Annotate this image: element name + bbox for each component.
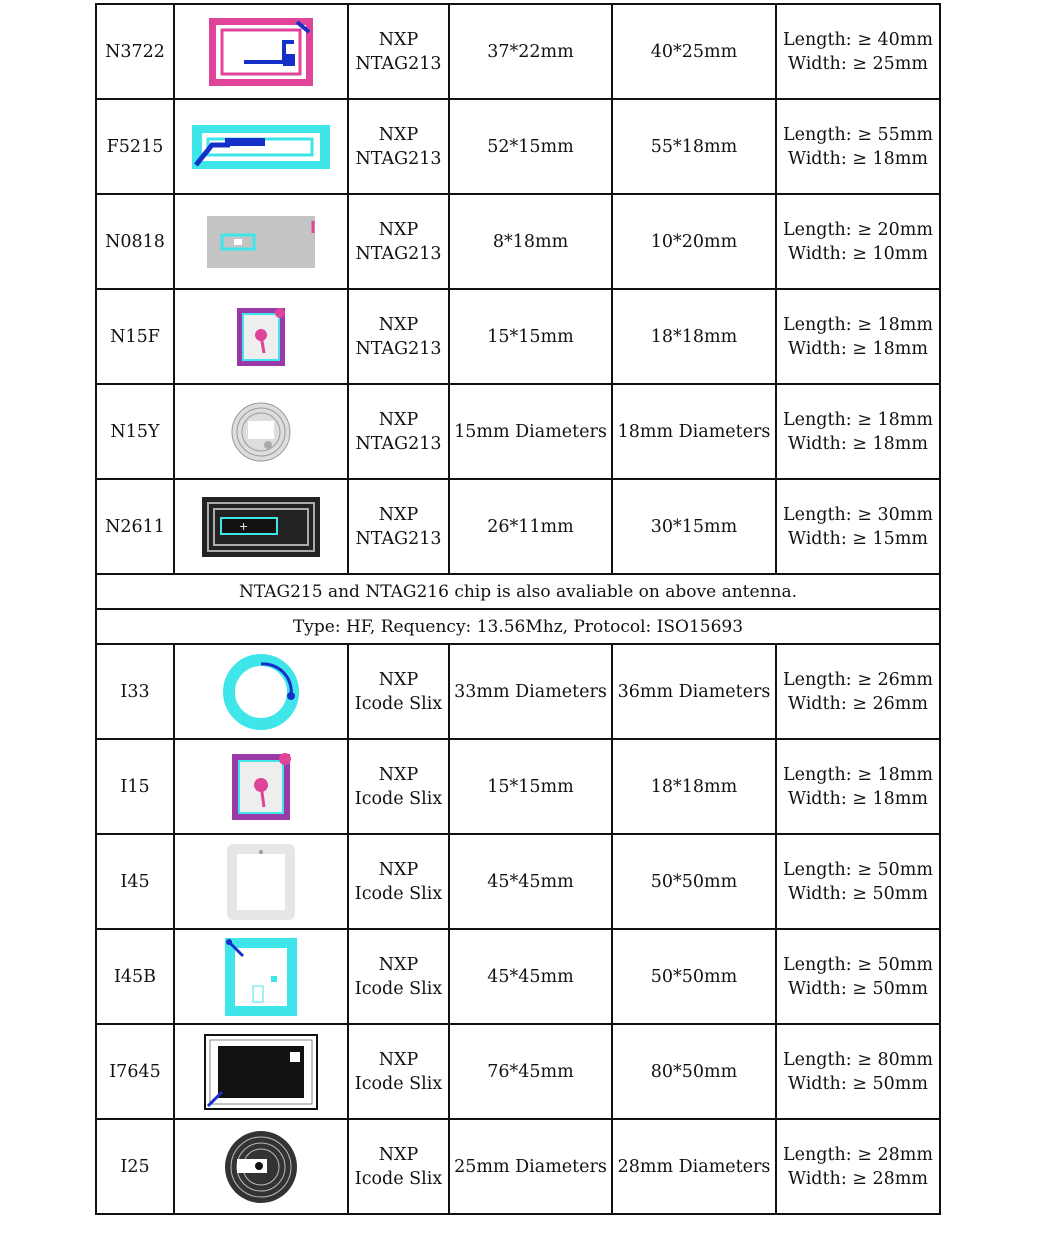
i7645-antenna-image (174, 1024, 348, 1119)
chip-brand: NXP (378, 219, 419, 240)
requirement-cell (776, 1119, 940, 1214)
i45-antenna-image (174, 834, 348, 929)
svg-text:+: + (239, 519, 249, 533)
chip-model: NTAG213 (355, 528, 442, 549)
chip-model: NTAG213 (355, 243, 442, 264)
chip-model: Icode Slix (354, 693, 443, 714)
label-size-cell: 28mm Diameters (612, 1119, 776, 1214)
requirement-cell (776, 644, 940, 739)
label-size-cell: 55*18mm (612, 99, 776, 194)
label-size-cell: 18mm Diameters (612, 384, 776, 479)
i45b-antenna-image (174, 929, 348, 1024)
model-cell: F5215 (96, 99, 174, 194)
requirement-cell (776, 4, 940, 99)
inlay-size-cell: 33mm Diameters (449, 644, 612, 739)
chip-brand: NXP (378, 504, 419, 525)
chip-model: NTAG213 (355, 338, 442, 359)
chip-brand: NXP (378, 669, 419, 690)
n3722-antenna-image (174, 4, 348, 99)
chip-cell (348, 834, 449, 929)
note-row (96, 574, 940, 609)
model-cell: I15 (96, 739, 174, 834)
chip-brand: NXP (378, 29, 419, 50)
chip-cell (348, 644, 449, 739)
table-row (96, 289, 940, 384)
table-row (96, 644, 940, 739)
width-requirement: Width: ≥ 18mm (788, 788, 928, 809)
label-size-cell: 80*50mm (612, 1024, 776, 1119)
table-row (96, 99, 940, 194)
chip-model: Icode Slix (354, 883, 443, 904)
length-requirement: Length: ≥ 30mm (783, 504, 933, 525)
model-cell: I45 (96, 834, 174, 929)
model-cell: I7645 (96, 1024, 174, 1119)
inlay-size-cell: 15*15mm (449, 739, 612, 834)
requirement-cell (776, 929, 940, 1024)
n0818-antenna-image (174, 194, 348, 289)
label-size-cell: 18*18mm (612, 289, 776, 384)
width-requirement: Width: ≥ 15mm (788, 528, 928, 549)
i25-antenna-image (174, 1119, 348, 1214)
chip-model: Icode Slix (354, 788, 443, 809)
requirement-cell (776, 289, 940, 384)
length-requirement: Length: ≥ 28mm (783, 1144, 933, 1165)
length-requirement: Length: ≥ 50mm (783, 859, 933, 880)
n15y-antenna-image (174, 384, 348, 479)
label-size-cell: 50*50mm (612, 834, 776, 929)
model-cell: N15Y (96, 384, 174, 479)
chip-model: Icode Slix (354, 978, 443, 999)
table-row (96, 194, 940, 289)
width-requirement: Width: ≥ 25mm (788, 53, 928, 74)
table-row (96, 1119, 940, 1214)
width-requirement: Width: ≥ 18mm (788, 338, 928, 359)
chip-cell (348, 1024, 449, 1119)
chip-cell (348, 1119, 449, 1214)
width-requirement: Width: ≥ 50mm (788, 978, 928, 999)
chip-model: NTAG213 (355, 53, 442, 74)
requirement-cell (776, 194, 940, 289)
inlay-size-cell: 15mm Diameters (449, 384, 612, 479)
chip-cell (348, 739, 449, 834)
chip-cell (348, 289, 449, 384)
chip-note: NTAG215 and NTAG216 chip is also avaliable on above antenna. (96, 574, 940, 609)
label-size-cell: 40*25mm (612, 4, 776, 99)
chip-cell (348, 4, 449, 99)
width-requirement: Width: ≥ 50mm (788, 883, 928, 904)
model-cell: N0818 (96, 194, 174, 289)
label-size-cell: 50*50mm (612, 929, 776, 1024)
type-row (96, 609, 940, 644)
inlay-size-cell: 15*15mm (449, 289, 612, 384)
inlay-size-cell: 25mm Diameters (449, 1119, 612, 1214)
chip-cell (348, 99, 449, 194)
width-requirement: Width: ≥ 28mm (788, 1168, 928, 1189)
model-cell: I25 (96, 1119, 174, 1214)
chip-cell (348, 384, 449, 479)
chip-cell (348, 194, 449, 289)
table-body-icode (96, 644, 940, 1214)
width-requirement: Width: ≥ 18mm (788, 433, 928, 454)
i33-antenna-image (174, 644, 348, 739)
chip-brand: NXP (378, 954, 419, 975)
inlay-size-cell: 45*45mm (449, 834, 612, 929)
table-row (96, 929, 940, 1024)
table-row (96, 479, 940, 574)
chip-model: Icode Slix (354, 1168, 443, 1189)
requirement-cell (776, 1024, 940, 1119)
length-requirement: Length: ≥ 18mm (783, 314, 933, 335)
table-row (96, 4, 940, 99)
length-requirement: Length: ≥ 18mm (783, 764, 933, 785)
width-requirement: Width: ≥ 50mm (788, 1073, 928, 1094)
chip-cell (348, 929, 449, 1024)
table-body-ntag (96, 4, 940, 574)
requirement-cell (776, 479, 940, 574)
chip-brand: NXP (378, 314, 419, 335)
requirement-cell (776, 739, 940, 834)
table-banners (96, 574, 940, 644)
chip-cell (348, 479, 449, 574)
inlay-size-cell: 26*11mm (449, 479, 612, 574)
table-row (96, 739, 940, 834)
length-requirement: Length: ≥ 40mm (783, 29, 933, 50)
requirement-cell (776, 99, 940, 194)
chip-brand: NXP (378, 124, 419, 145)
chip-brand: NXP (378, 409, 419, 430)
f5215-antenna-image (174, 99, 348, 194)
inlay-size-cell: 52*15mm (449, 99, 612, 194)
label-size-cell: 30*15mm (612, 479, 776, 574)
type-banner: Type: HF, Requency: 13.56Mhz, Protocol: ISO15693 (96, 609, 940, 644)
model-cell: N15F (96, 289, 174, 384)
n15f-antenna-image (174, 289, 348, 384)
length-requirement: Length: ≥ 26mm (783, 669, 933, 690)
inlay-size-cell: 37*22mm (449, 4, 612, 99)
chip-model: Icode Slix (354, 1073, 443, 1094)
chip-brand: NXP (378, 1049, 419, 1070)
table-row (96, 384, 940, 479)
chip-model: NTAG213 (355, 433, 442, 454)
label-size-cell: 10*20mm (612, 194, 776, 289)
inlay-size-cell: 45*45mm (449, 929, 612, 1024)
width-requirement: Width: ≥ 26mm (788, 693, 928, 714)
label-size-cell: 18*18mm (612, 739, 776, 834)
inlay-size-cell: 8*18mm (449, 194, 612, 289)
model-cell: I33 (96, 644, 174, 739)
model-cell: I45B (96, 929, 174, 1024)
requirement-cell (776, 384, 940, 479)
i15-antenna-image (174, 739, 348, 834)
model-cell: N2611 (96, 479, 174, 574)
chip-brand: NXP (378, 764, 419, 785)
n2611-antenna-image (174, 479, 348, 574)
table-row (96, 1024, 940, 1119)
requirement-cell (776, 834, 940, 929)
table-row (96, 834, 940, 929)
chip-brand: NXP (378, 859, 419, 880)
chip-model: NTAG213 (355, 148, 442, 169)
chip-brand: NXP (378, 1144, 419, 1165)
width-requirement: Width: ≥ 10mm (788, 243, 928, 264)
length-requirement: Length: ≥ 18mm (783, 409, 933, 430)
model-cell: N3722 (96, 4, 174, 99)
length-requirement: Length: ≥ 20mm (783, 219, 933, 240)
inlay-size-cell: 76*45mm (449, 1024, 612, 1119)
length-requirement: Length: ≥ 50mm (783, 954, 933, 975)
length-requirement: Length: ≥ 55mm (783, 124, 933, 145)
width-requirement: Width: ≥ 18mm (788, 148, 928, 169)
rfid-spec-table (95, 3, 941, 1215)
length-requirement: Length: ≥ 80mm (783, 1049, 933, 1070)
label-size-cell: 36mm Diameters (612, 644, 776, 739)
